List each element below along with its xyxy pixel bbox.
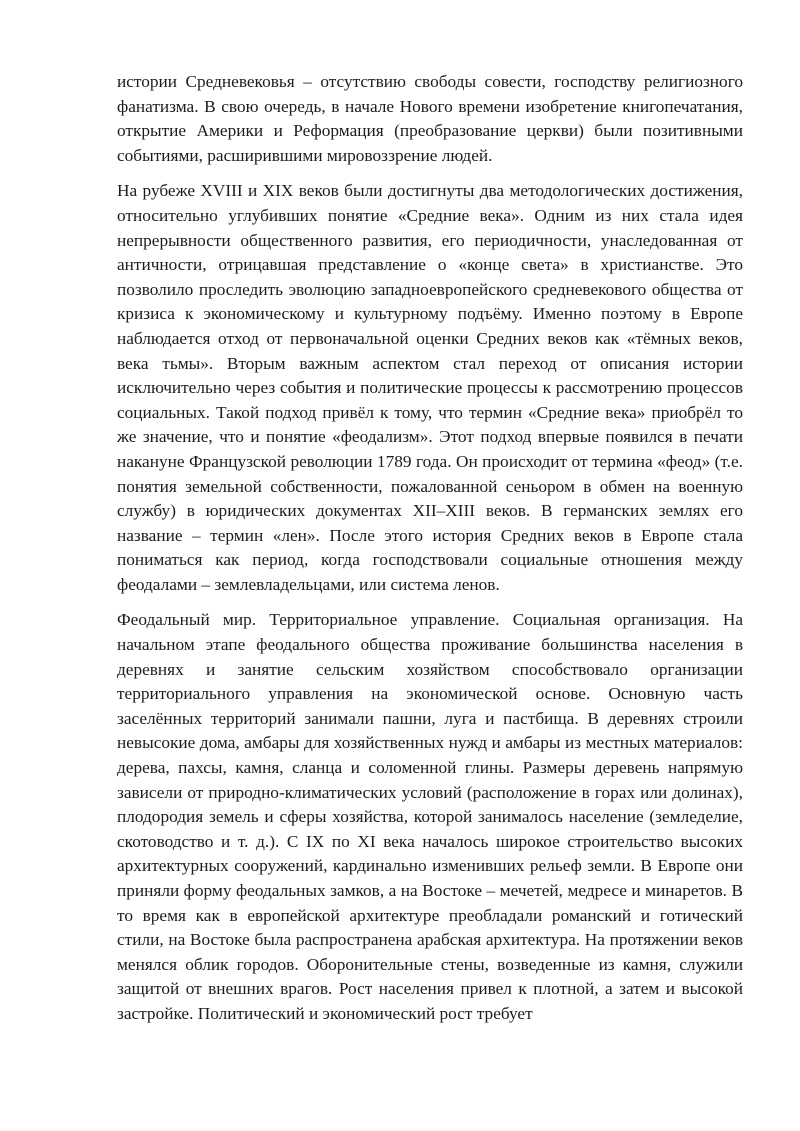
paragraph-3: Феодальный мир. Территориальное управление. Социальная организация. На начальном этапе феодального общества проживание большинства населения в деревнях и занятие сельским хозяйством способствовало организации территориального управления на экономической основе. Основную часть заселённых территорий занимали пашни, луга и пастбища. В деревнях строили невысокие дома, амбары для хозяйственных нужд и амбары из местных материалов: дерева, пахсы, камня, сланца и соломенной глины. Размеры деревень напрямую зависели от природно-климатических условий (расположение в горах или долинах), плодородия земель и сферы хозяйства, которой занималось население (земледелие, скотоводство и т. д.). С IX по XI века началось широкое строительство высоких архитектурных сооружений, кардинально изменивших рельеф земли. В Европе они приняли форму феодальных замков, а на Востоке – мечетей, медресе и минаретов. В то время как в европейской архитектуре преобладали романский и готический стили, на Востоке была распространена арабская архитектура. На протяжении веков менялся облик городов. Оборонительные стены, возведенные из камня, служили защитой от внешних врагов. Рост населения привел к плотной, а затем и высокой застройке. Политический и экономический рост требует <box>117 610 743 1023</box>
paragraph-2: На рубеже XVIII и XIX веков были достигнуты два методологических достижения, относительно углубивших понятие «Средние века». Одним из них стала идея непрерывности общественного развития, его периодичности, унаследованная от античности, отрицавшая представление о «конце света» в христианстве. Это позволило проследить эволюцию западноевропейского средневекового общества от кризиса к экономическому и культурному подъёму. Именно поэтому в Европе наблюдается отход от первоначальной оценки Средних веков как «тёмных веков, века тьмы». Вторым важным аспектом стал переход от описания истории исключительно через события и политические процессы к рассмотрению процессов социальных. Такой подход привёл к тому, что термин «Средние века» приобрёл то же значение, что и понятие «феодализм». Этот подход впервые появился в печати накануне Французской революции 1789 года. Он происходит от термина «феод» (т.е. понятия земельной собственности, пожалованной сеньором в обмен на военную службу) в юридических документах XII–XIII веков. В германских землях его название – термин «лен». После этого история Средних веков в Европе стала пониматься как период, когда господствовали социальные отношения между феодалами – землевладельцами, или система ленов. <box>117 181 743 594</box>
paragraph-1: истории Средневековья – отсутствию свободы совести, господству религиозного фанатизма. В свою очередь, в начале Нового времени изобретение книгопечатания, открытие Америки и Реформация (преобразование церкви) были позитивными событиями, расширившими мировоззрение людей. <box>117 72 743 165</box>
document-page <box>117 70 743 1038</box>
